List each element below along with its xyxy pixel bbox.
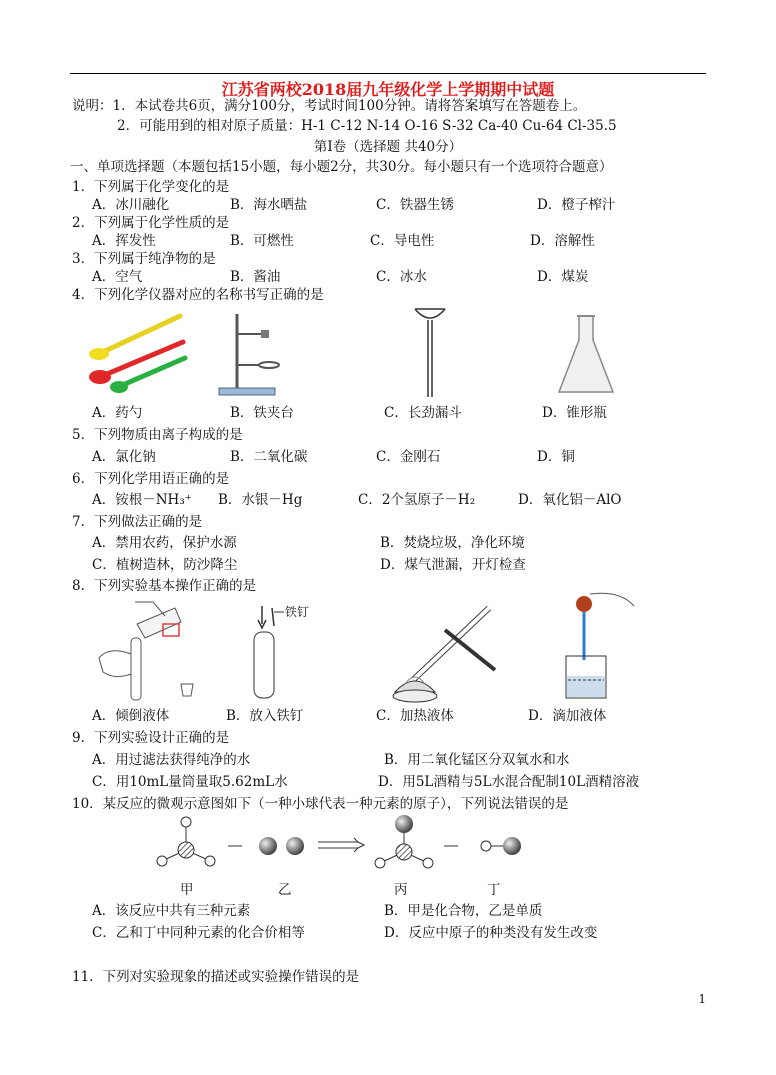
long-neck-funnel-image bbox=[410, 305, 450, 400]
q7-option-a[interactable]: A．禁用农药，保护水源 bbox=[92, 535, 237, 551]
q5-stem: 5．下列物质由离子构成的是 bbox=[72, 427, 243, 443]
q3-option-b[interactable]: B．酱油 bbox=[230, 269, 281, 285]
q4-stem: 4．下列化学仪器对应的名称书写正确的是 bbox=[72, 287, 324, 303]
molecule-yi bbox=[259, 837, 304, 855]
page-title: 江苏省两校2018届九年级化学上学期期中试题 bbox=[221, 80, 555, 99]
molecule-ding bbox=[481, 837, 521, 855]
q5-option-d[interactable]: D．铜 bbox=[537, 449, 575, 465]
q3-stem: 3．下列属于纯净物的是 bbox=[72, 251, 216, 267]
q1-option-a[interactable]: A．冰川融化 bbox=[92, 197, 170, 213]
page-number: 1 bbox=[698, 992, 706, 1006]
q8-option-a[interactable]: A．倾倒液体 bbox=[92, 708, 170, 724]
reaction-diagram bbox=[150, 812, 530, 882]
q7-stem: 7．下列做法正确的是 bbox=[72, 514, 203, 530]
q10-option-d[interactable]: D．反应中原子的种类没有发生改变 bbox=[384, 925, 598, 941]
heating-liquid-image bbox=[385, 600, 500, 704]
q8-option-c[interactable]: C．加热液体 bbox=[376, 708, 454, 724]
q10-stem: 10．某反应的微观示意图如下（一种小球代表一种元素的原子），下列说法错误的是 bbox=[72, 796, 569, 812]
q4-option-b[interactable]: B．铁夹台 bbox=[230, 405, 294, 421]
conical-flask-image bbox=[555, 312, 617, 398]
q1-option-c[interactable]: C．铁器生锈 bbox=[376, 197, 454, 213]
dropping-liquid-image bbox=[560, 590, 640, 702]
spoons-image bbox=[85, 308, 200, 396]
q9-option-c[interactable]: C．用10mL量筒量取5.62mL水 bbox=[92, 774, 288, 790]
q6-option-b[interactable]: B．水银－Hg bbox=[218, 492, 303, 508]
header-rule bbox=[70, 73, 706, 74]
q9-option-d[interactable]: D．用5L酒精与5L水混合配制10L酒精溶液 bbox=[378, 774, 640, 790]
label-jia: 甲 bbox=[180, 882, 194, 898]
iron-nail-label: 铁钉 bbox=[285, 605, 310, 619]
q6-option-c[interactable]: C．2个氢原子－H₂ bbox=[358, 492, 476, 508]
q10-option-b[interactable]: B．甲是化合物，乙是单质 bbox=[384, 903, 543, 919]
q1-option-d[interactable]: D．橙子榨汁 bbox=[537, 197, 616, 213]
q4-option-a[interactable]: A．药勺 bbox=[92, 405, 143, 421]
q7-option-c[interactable]: C．植树造林，防沙降尘 bbox=[92, 557, 238, 573]
note-2: 2．可能用到的相对原子质量：H-1 C-12 N-14 O-16 S-32 Ca-40 Cu-64 Cl-35.5 bbox=[117, 118, 617, 134]
q3-option-c[interactable]: C．冰水 bbox=[376, 269, 427, 285]
q6-option-a[interactable]: A．铵根－NH₃⁺ bbox=[92, 492, 192, 508]
q6-stem: 6．下列化学用语正确的是 bbox=[72, 471, 230, 487]
q11-stem: 11．下列对实验现象的描述或实验操作错误的是 bbox=[72, 969, 360, 985]
q9-stem: 9．下列实验设计正确的是 bbox=[72, 730, 230, 746]
q3-option-d[interactable]: D．煤炭 bbox=[537, 269, 589, 285]
q4-option-d[interactable]: D．锥形瓶 bbox=[542, 405, 607, 421]
q2-option-d[interactable]: D．溶解性 bbox=[530, 233, 595, 249]
molecule-jia bbox=[157, 817, 215, 866]
q7-option-d[interactable]: D．煤气泄漏，开灯检查 bbox=[380, 557, 526, 573]
section-title: 第Ⅰ卷（选择题 共40分） bbox=[313, 139, 463, 155]
pouring-liquid-image bbox=[95, 598, 207, 702]
q5-option-a[interactable]: A．氯化钠 bbox=[92, 449, 156, 465]
iron-stand-image bbox=[215, 310, 290, 398]
q2-option-a[interactable]: A．挥发性 bbox=[92, 233, 156, 249]
q4-option-c[interactable]: C．长劲漏斗 bbox=[384, 405, 462, 421]
q10-option-a[interactable]: A．该反应中共有三种元素 bbox=[92, 903, 251, 919]
q7-option-b[interactable]: B．焚烧垃圾，净化环境 bbox=[380, 535, 525, 551]
molecule-bing bbox=[375, 815, 433, 868]
q8-option-b[interactable]: B．放入铁钉 bbox=[226, 708, 304, 724]
q1-stem: 1．下列属于化学变化的是 bbox=[72, 179, 230, 195]
q8-stem: 8．下列实验基本操作正确的是 bbox=[72, 578, 257, 594]
q5-option-c[interactable]: C．金刚石 bbox=[376, 449, 441, 465]
q9-option-a[interactable]: A．用过滤法获得纯净的水 bbox=[92, 752, 251, 768]
q9-option-b[interactable]: B．用二氧化锰区分双氧水和水 bbox=[384, 752, 570, 768]
q8-option-d[interactable]: D．滴加液体 bbox=[528, 708, 607, 724]
label-yi: 乙 bbox=[278, 882, 292, 898]
q1-option-b[interactable]: B．海水晒盐 bbox=[230, 197, 308, 213]
part-title: 一、单项选择题（本题包括15小题，每小题2分，共30分。每小题只有一个选项符合题意） bbox=[70, 159, 613, 175]
q2-option-b[interactable]: B．可燃性 bbox=[230, 233, 294, 249]
label-ding: 丁 bbox=[487, 882, 501, 898]
q2-stem: 2．下列属于化学性质的是 bbox=[72, 215, 230, 231]
q2-option-c[interactable]: C．导电性 bbox=[370, 233, 435, 249]
q3-option-a[interactable]: A．空气 bbox=[92, 269, 143, 285]
q5-option-b[interactable]: B．二氧化碳 bbox=[230, 449, 308, 465]
label-bing: 丙 bbox=[394, 882, 408, 898]
note-1: 说明：1．本试卷共6页，满分100分，考试时间100分钟。请将答案填写在答题卷上。 bbox=[72, 98, 587, 114]
q10-option-c[interactable]: C．乙和丁中同种元素的化合价相等 bbox=[92, 925, 305, 941]
q6-option-d[interactable]: D．氧化铝－AlO bbox=[518, 492, 622, 508]
